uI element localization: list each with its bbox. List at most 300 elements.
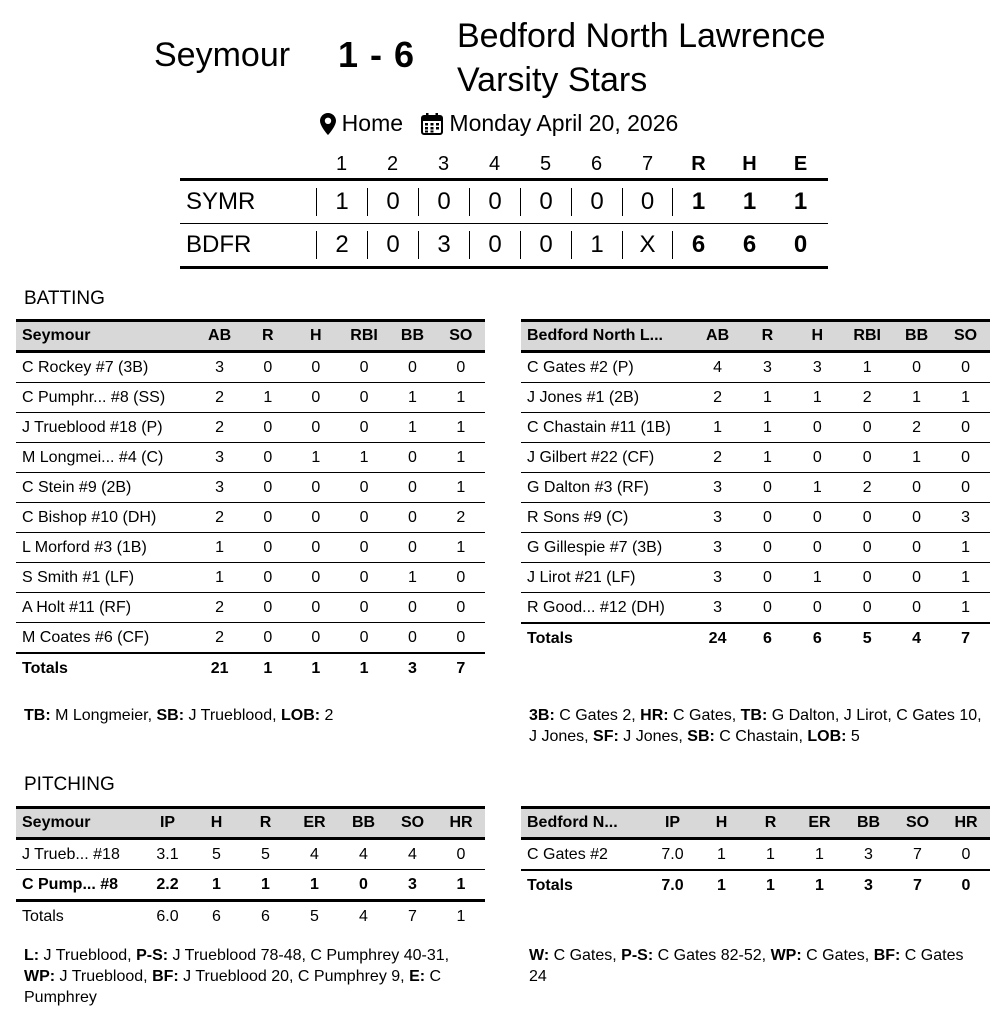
note-label: HR: <box>640 707 669 724</box>
stat-value: 3 <box>941 503 990 533</box>
stat-column-header: ER <box>290 808 339 839</box>
note-text: C Gates, <box>801 947 874 964</box>
inning-header: 3 <box>437 152 450 175</box>
location <box>320 110 403 137</box>
note-text: C Chastain, <box>714 728 808 745</box>
line-score-row-away <box>180 181 828 224</box>
stat-column-header: H <box>792 321 842 352</box>
batting-notes-away <box>24 705 484 726</box>
stat-value: 1 <box>941 593 990 624</box>
line-score-header <box>180 150 828 178</box>
stat-value: 6 <box>792 623 842 653</box>
stat-value: 0 <box>340 352 388 383</box>
stat-value: 0 <box>244 443 292 473</box>
stat-value: 0 <box>842 413 892 443</box>
stat-value: 0 <box>892 352 941 383</box>
note-text: 2 <box>320 707 334 724</box>
stat-value: 0 <box>892 503 941 533</box>
player-name: J Gilbert #22 (CF) <box>521 443 693 473</box>
stat-value: 5 <box>241 839 290 870</box>
stat-value: 1 <box>456 907 466 925</box>
table-row <box>16 623 485 654</box>
stat-value: 0 <box>244 533 292 563</box>
stat-column-header: AB <box>693 321 743 352</box>
stat-value: 5 <box>310 907 319 925</box>
stat-value: 1 <box>795 870 844 900</box>
stat-value: 0 <box>388 352 436 383</box>
runs-header: R <box>691 152 706 175</box>
stat-value: 0 <box>340 503 388 533</box>
note-label: W: <box>529 947 550 964</box>
stat-value: 0 <box>941 473 990 503</box>
errors-header: E <box>793 152 808 175</box>
inning-score: 0 <box>520 188 571 216</box>
stat-value: 0 <box>892 563 941 593</box>
inning-score: 0 <box>520 231 571 259</box>
stat-value: 0 <box>437 623 485 654</box>
note-label: LOB: <box>807 728 847 745</box>
stat-value: 0 <box>244 473 292 503</box>
stat-value: 1 <box>842 352 892 383</box>
stat-column-header: BB <box>339 808 388 839</box>
batting-table-home <box>521 319 990 653</box>
inning-score: 0 <box>622 188 673 216</box>
player-name: L Morford #3 (1B) <box>16 533 195 563</box>
stat-value: 1 <box>743 413 793 443</box>
stat-value: 1 <box>892 383 941 413</box>
pitching-notes-away <box>24 945 474 1008</box>
table-row <box>16 383 485 413</box>
player-name: G Dalton #3 (RF) <box>521 473 693 503</box>
stat-value: 3 <box>195 352 243 383</box>
stat-value: 3 <box>844 839 893 871</box>
note-label: SF: <box>593 728 619 745</box>
stat-column-header: R <box>241 808 290 839</box>
player-name: J Trueblood #18 (P) <box>16 413 195 443</box>
stat-value: 3 <box>743 352 793 383</box>
note-label: P-S: <box>621 947 654 964</box>
stat-value: 0 <box>388 623 436 654</box>
table-row <box>16 563 485 593</box>
player-name: C Stein #9 (2B) <box>16 473 195 503</box>
stat-value: 0 <box>388 533 436 563</box>
player-name: J Jones #1 (2B) <box>521 383 693 413</box>
stat-value: 24 <box>693 623 743 653</box>
stat-value: 21 <box>195 653 243 683</box>
stat-value: 1 <box>241 870 290 901</box>
stat-value: 0 <box>743 473 793 503</box>
stat-value: 6 <box>743 623 793 653</box>
stat-value: 7 <box>893 870 942 900</box>
stat-value: 0 <box>292 413 340 443</box>
stat-value: 1 <box>437 870 485 901</box>
stat-column-header: HR <box>942 808 990 839</box>
table-row <box>521 443 990 473</box>
stat-value: 0 <box>892 533 941 563</box>
line-score-row-home <box>180 224 828 269</box>
stat-value: 0 <box>941 413 990 443</box>
pitching-table-home <box>521 806 990 900</box>
stat-value: 1 <box>792 383 842 413</box>
table-row <box>16 533 485 563</box>
stat-value: 0 <box>340 623 388 654</box>
stat-column-header: RBI <box>842 321 892 352</box>
stat-value: 0 <box>388 473 436 503</box>
stat-value: 1 <box>892 443 941 473</box>
note-label: SB: <box>156 707 185 724</box>
stat-value: 0 <box>292 623 340 654</box>
table-row <box>16 352 485 383</box>
note-text: C Pumphrey <box>24 968 442 1006</box>
stat-value: 2 <box>195 503 243 533</box>
table-row <box>521 503 990 533</box>
stat-value: 0 <box>244 352 292 383</box>
note-label: E: <box>409 968 426 985</box>
player-name: G Gillespie #7 (3B) <box>521 533 693 563</box>
stat-value: 0 <box>892 593 941 624</box>
calendar-icon <box>421 113 443 135</box>
home-team-line2: Varsity Stars <box>457 61 648 99</box>
inning-header: 4 <box>488 152 501 175</box>
totals-label: Totals <box>22 907 64 925</box>
stat-value: 4 <box>359 907 368 925</box>
stat-value: 0 <box>792 413 842 443</box>
stat-value: 1 <box>388 413 436 443</box>
inning-score: 1 <box>316 188 367 216</box>
stat-column-header: BB <box>892 321 941 352</box>
player-name: C Gates #2 (P) <box>521 352 693 383</box>
pitching-notes-home <box>529 945 979 987</box>
stat-value: 0 <box>941 352 990 383</box>
stat-value: 1 <box>792 563 842 593</box>
stat-value: 2 <box>892 413 941 443</box>
stat-column-header: SO <box>437 321 485 352</box>
player-name: S Smith #1 (LF) <box>16 563 195 593</box>
stat-value: 4 <box>892 623 941 653</box>
player-name: C Rockey #7 (3B) <box>16 352 195 383</box>
table-header-row <box>521 321 990 352</box>
stat-value: 1 <box>697 839 746 871</box>
table-row <box>521 473 990 503</box>
note-label: WP: <box>770 947 802 964</box>
table-row <box>16 443 485 473</box>
stat-value: 0 <box>388 593 436 623</box>
inning-score: 0 <box>367 231 418 259</box>
stat-value: 1 <box>746 839 795 871</box>
map-pin-icon <box>320 113 336 135</box>
note-text: J Trueblood 20, C Pumphrey 9, <box>178 968 410 985</box>
stat-value: 3 <box>844 870 893 900</box>
inning-header: 5 <box>539 152 552 175</box>
stat-value: 2 <box>842 473 892 503</box>
note-text: J Jones, <box>618 728 688 745</box>
stat-column-header: RBI <box>340 321 388 352</box>
stat-value: 1 <box>244 653 292 683</box>
team-column-header: Bedford N... <box>521 808 648 839</box>
stat-value: 1 <box>437 383 485 413</box>
stat-value: 1 <box>746 870 795 900</box>
stat-value: 0 <box>842 533 892 563</box>
stat-value: 3 <box>693 503 743 533</box>
note-label: BF: <box>873 947 901 964</box>
stat-value: 0 <box>942 870 990 900</box>
batting-notes-home <box>529 705 989 747</box>
player-name: C Chastain #11 (1B) <box>521 413 693 443</box>
inning-header: 2 <box>386 152 399 175</box>
stat-value: 7 <box>893 839 942 871</box>
stat-value: 0 <box>292 503 340 533</box>
stat-value: 0 <box>437 563 485 593</box>
table-row <box>16 870 485 901</box>
note-label: LOB: <box>281 707 321 724</box>
stat-value: 0 <box>792 503 842 533</box>
stat-value: 0 <box>892 473 941 503</box>
stat-value: 2 <box>842 383 892 413</box>
player-name: M Longmei... #4 (C) <box>16 443 195 473</box>
stat-value: 0 <box>942 839 990 871</box>
stat-value: 0 <box>340 533 388 563</box>
line-score <box>180 150 828 269</box>
table-row <box>521 413 990 443</box>
team-column-header: Seymour <box>16 321 195 352</box>
stat-value: 3 <box>195 443 243 473</box>
inning-score: 0 <box>469 188 520 216</box>
player-name: M Coates #6 (CF) <box>16 623 195 654</box>
table-row <box>521 593 990 624</box>
stat-column-header: ER <box>795 808 844 839</box>
stat-value: 0 <box>244 503 292 533</box>
table-row <box>16 593 485 623</box>
stat-value: 1 <box>743 443 793 473</box>
stat-value: 0 <box>792 533 842 563</box>
player-name: C Pump... #8 <box>16 870 143 901</box>
stat-value: 1 <box>437 443 485 473</box>
totals-row <box>16 653 485 683</box>
inning-header: 7 <box>641 152 654 175</box>
batting-section-title: BATTING <box>24 288 105 309</box>
stat-value: 2 <box>195 383 243 413</box>
stat-value: 1 <box>941 533 990 563</box>
inning-score: 3 <box>418 231 469 259</box>
errors-total: 0 <box>793 231 808 258</box>
stat-value: 1 <box>340 653 388 683</box>
inning-score: 0 <box>469 231 520 259</box>
inning-score: 0 <box>571 188 622 216</box>
totals-row <box>521 870 990 900</box>
stat-value: 6 <box>261 907 270 925</box>
table-row <box>521 533 990 563</box>
stat-value: 0 <box>244 563 292 593</box>
stat-value: 0 <box>292 383 340 413</box>
player-name: C Gates #2 <box>521 839 648 871</box>
stat-value: 0 <box>292 563 340 593</box>
stat-column-header: SO <box>388 808 437 839</box>
stat-column-header: H <box>697 808 746 839</box>
stat-value: 4 <box>339 839 388 870</box>
player-name: Totals <box>521 870 648 900</box>
stat-value: 1 <box>292 653 340 683</box>
inning-score: 0 <box>367 188 418 216</box>
stat-value: 3.1 <box>143 839 192 870</box>
note-label: TB: <box>740 707 768 724</box>
errors-total: 1 <box>793 188 808 215</box>
stat-value: 0 <box>792 593 842 624</box>
table-row <box>16 473 485 503</box>
stat-value: 0 <box>792 443 842 473</box>
stat-value: 1 <box>941 563 990 593</box>
hits-total: 6 <box>742 231 757 258</box>
stat-value: 0 <box>292 593 340 623</box>
table-header-row <box>16 808 485 839</box>
line-score-team: BDFR <box>186 231 252 258</box>
team-column-header: Seymour <box>16 808 143 839</box>
note-label: TB: <box>24 707 51 724</box>
stat-value: 0 <box>842 593 892 624</box>
stat-value: 1 <box>195 563 243 593</box>
stat-column-header: IP <box>648 808 697 839</box>
table-row <box>521 383 990 413</box>
stat-value: 3 <box>388 870 437 901</box>
stat-value: 0 <box>437 593 485 623</box>
table-row <box>521 352 990 383</box>
runs-total: 6 <box>691 231 706 258</box>
stat-value: 3 <box>792 352 842 383</box>
stat-value: 0 <box>743 593 793 624</box>
note-text: G Dalton, J Lirot, C Gates 10, J Jones, <box>529 707 982 745</box>
stat-value: 0 <box>340 563 388 593</box>
table-header-row <box>16 321 485 352</box>
stat-value: 0 <box>437 839 485 870</box>
stat-value: 7 <box>941 623 990 653</box>
stat-value: 1 <box>697 870 746 900</box>
stat-value: 1 <box>340 443 388 473</box>
player-name: J Trueb... #18 <box>16 839 143 870</box>
inning-score: X <box>622 231 673 259</box>
stat-value: 3 <box>693 593 743 624</box>
note-text: M Longmeier, <box>50 707 157 724</box>
stat-column-header: IP <box>143 808 192 839</box>
note-text: J Trueblood, <box>39 947 137 964</box>
player-name: C Pumphr... #8 (SS) <box>16 383 195 413</box>
home-team-line1: Bedford North Lawrence <box>457 17 826 55</box>
stat-value: 0 <box>340 383 388 413</box>
stat-value: 1 <box>437 533 485 563</box>
totals-row <box>16 901 485 932</box>
home-team-name <box>457 14 826 102</box>
note-label: 3B: <box>529 707 555 724</box>
stat-value: 3 <box>693 533 743 563</box>
stat-value: 4 <box>693 352 743 383</box>
stat-value: 7.0 <box>648 839 697 871</box>
inning-score: 0 <box>418 188 469 216</box>
stat-value: 0 <box>340 413 388 443</box>
player-name: R Sons #9 (C) <box>521 503 693 533</box>
batting-table-away <box>16 319 485 683</box>
stat-value: 0 <box>244 623 292 654</box>
stat-value: 0 <box>842 503 892 533</box>
stat-value: 0 <box>941 443 990 473</box>
stat-value: 3 <box>693 473 743 503</box>
pitching-section-title: PITCHING <box>24 774 115 795</box>
stat-value: 5 <box>842 623 892 653</box>
stat-value: 7 <box>437 653 485 683</box>
stat-value: 6 <box>212 907 221 925</box>
note-label: P-S: <box>136 947 169 964</box>
team-column-header: Bedford North L... <box>521 321 693 352</box>
away-team-name: Seymour <box>154 36 291 74</box>
stat-column-header: BB <box>388 321 436 352</box>
stat-value: 0 <box>388 443 436 473</box>
stat-value: 1 <box>795 839 844 871</box>
line-score-team: SYMR <box>186 188 256 215</box>
table-row <box>521 839 990 871</box>
stat-column-header: BB <box>844 808 893 839</box>
game-date <box>421 110 678 137</box>
stat-value: 0 <box>244 593 292 623</box>
player-name: A Holt #11 (RF) <box>16 593 195 623</box>
note-text: C Gates 24 <box>529 947 964 985</box>
stat-value: 0 <box>244 413 292 443</box>
stat-value: 4 <box>290 839 339 870</box>
player-name: C Bishop #10 (DH) <box>16 503 195 533</box>
stat-value: 1 <box>244 383 292 413</box>
note-label: SB: <box>687 728 715 745</box>
stat-value: 2.2 <box>143 870 192 901</box>
hits-header: H <box>742 152 757 175</box>
stat-value: 0 <box>340 473 388 503</box>
stat-value: 2 <box>195 593 243 623</box>
stat-value: 0 <box>842 443 892 473</box>
runs-total: 1 <box>691 188 706 215</box>
location-label: Home <box>341 110 404 136</box>
inning-header: 1 <box>335 152 348 175</box>
stat-value: 1 <box>192 870 241 901</box>
stat-value: 1 <box>290 870 339 901</box>
player-name: R Good... #12 (DH) <box>521 593 693 624</box>
stat-column-header: R <box>244 321 292 352</box>
stat-value: 1 <box>437 473 485 503</box>
player-name: Totals <box>16 653 195 683</box>
totals-row <box>521 623 990 653</box>
note-text: 5 <box>846 728 860 745</box>
date-label: Monday April 20, 2026 <box>449 110 679 136</box>
table-row <box>521 563 990 593</box>
note-label: BF: <box>152 968 179 985</box>
stat-value: 2 <box>693 443 743 473</box>
inning-score: 1 <box>571 231 622 259</box>
player-name: Totals <box>521 623 693 653</box>
note-text: C Gates, <box>549 947 622 964</box>
inning-header: 6 <box>590 152 603 175</box>
stat-value: 0 <box>340 593 388 623</box>
stat-value: 1 <box>743 383 793 413</box>
stat-column-header: R <box>743 321 793 352</box>
stat-value: 4 <box>388 839 437 870</box>
stat-value: 2 <box>693 383 743 413</box>
note-text: C Gates 82-52, <box>653 947 771 964</box>
inning-score: 2 <box>316 231 367 259</box>
player-name: J Lirot #21 (LF) <box>521 563 693 593</box>
stat-value: 7 <box>408 907 417 925</box>
table-row <box>16 413 485 443</box>
note-label: WP: <box>24 968 56 985</box>
note-text: J Trueblood, <box>184 707 281 724</box>
stat-column-header: SO <box>941 321 990 352</box>
table-row <box>16 839 485 870</box>
note-label: L: <box>24 947 40 964</box>
stat-value: 0 <box>292 533 340 563</box>
table-row <box>16 503 485 533</box>
